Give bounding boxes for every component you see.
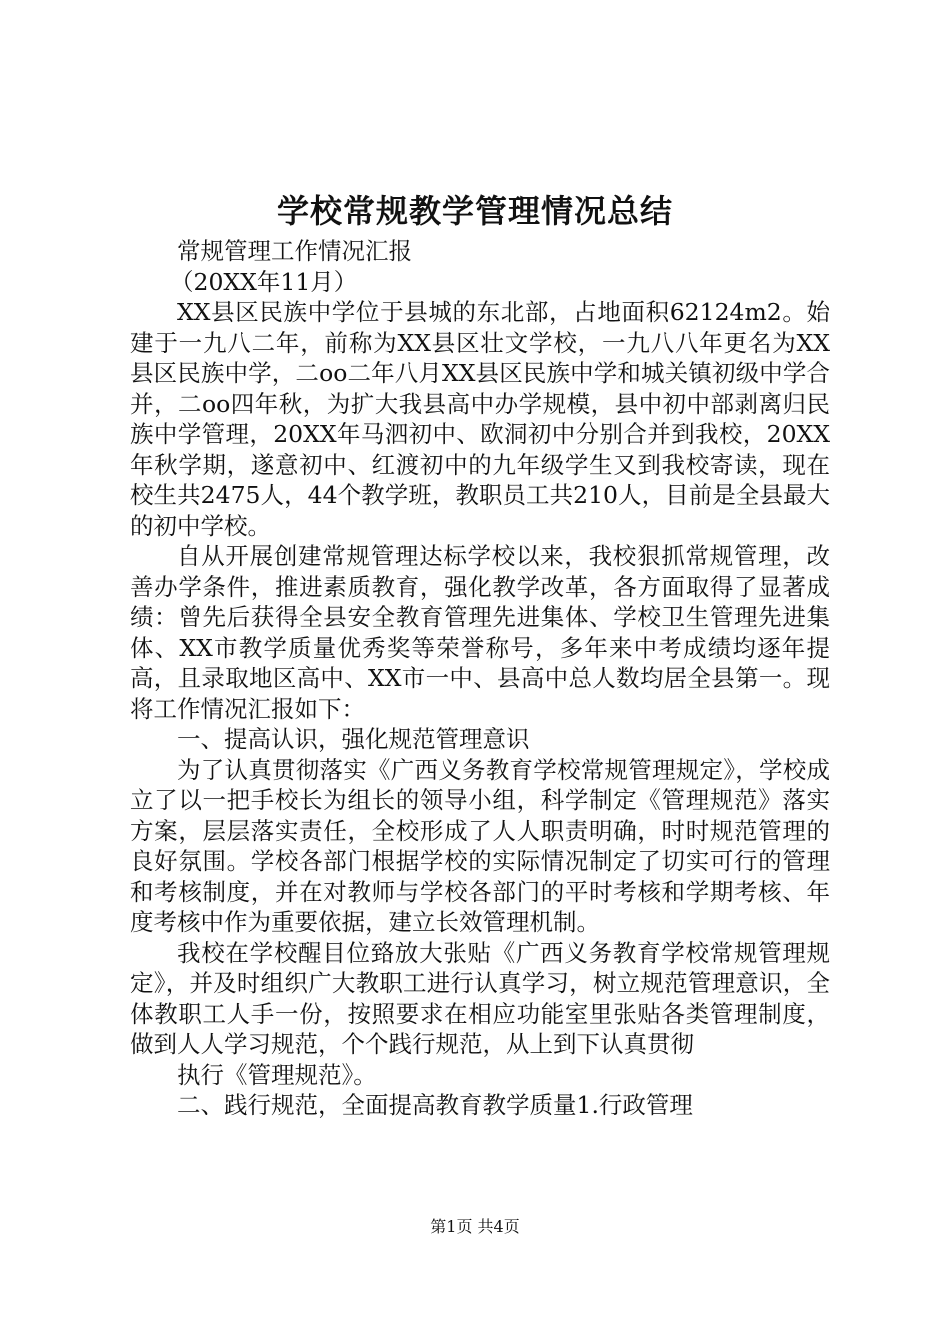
- page-footer: 第1页 共4页: [430, 1217, 520, 1236]
- paragraph: XX县区民族中学位于县城的东北部，占地面积62124m2。始建于一九八二年，前称为XX县区壮文学校，一九八八年更名为XX县区民族中学，二oo二年八月XX县区民族中学和城关镇初级中学合并，二oo四年秋，为扩大我县高中办学规模，县中初中部剥离归民族中学管理，20XX年马泗初中、欧洞初中分别合并到我校，20XX年秋学期，遂意初中、红渡初中的九年级学生又到我校寄读，现在校生共2475人，44个教学班，教职员工共210人，目前是全县最大的初中学校。: [130, 298, 830, 540]
- document-title: 学校常规教学管理情况总结: [276, 192, 673, 230]
- paragraph: 执行《管理规范》。: [177, 1060, 377, 1089]
- document-body: [130, 236, 830, 1121]
- paragraph: 为了认真贯彻落实《广西义务教育学校常规管理规定》，学校成立了以一把手校长为组长的领导小组，科学制定《管理规范》落实方案，层层落实责任，全校形成了人人职责明确，时时规范管理的良好氛围。学校各部门根据学校的实际情况制定了切实可行的管理和考核制度，并在对教师与学校各部门的平时考核和学期考核、年度考核中作为重要依据，建立长效管理机制。: [130, 755, 830, 936]
- paragraph: 我校在学校醒目位臵放大张贴《广西义务教育学校常规管理规定》，并及时组织广大教职工进行认真学习，树立规范管理意识，全体教职工人手一份，按照要求在相应功能室里张贴各类管理制度，做到人人学习规范，个个践行规范，从上到下认真贯彻: [130, 938, 830, 1058]
- paragraph: （20XX年11月）: [170, 267, 358, 296]
- section-heading: 二、践行规范，全面提高教育教学质量1.行政管理: [177, 1091, 693, 1119]
- paragraph: 常规管理工作情况汇报: [177, 237, 412, 265]
- section-heading: 一、提高认识，强化规范管理意识: [177, 725, 530, 753]
- paragraph: 自从开展创建常规管理达标学校以来，我校狠抓常规管理，改善办学条件，推进素质教育，强化教学改革，各方面取得了显著成绩：曾先后获得全县安全教育管理先进集体、学校卫生管理先进集体、XX市教学质量优秀奖等荣誉称号，多年来中考成绩均逐年提高，且录取地区高中、XX市一中、县高中总人数均居全县第一。现将工作情况汇报如下：: [130, 542, 830, 723]
